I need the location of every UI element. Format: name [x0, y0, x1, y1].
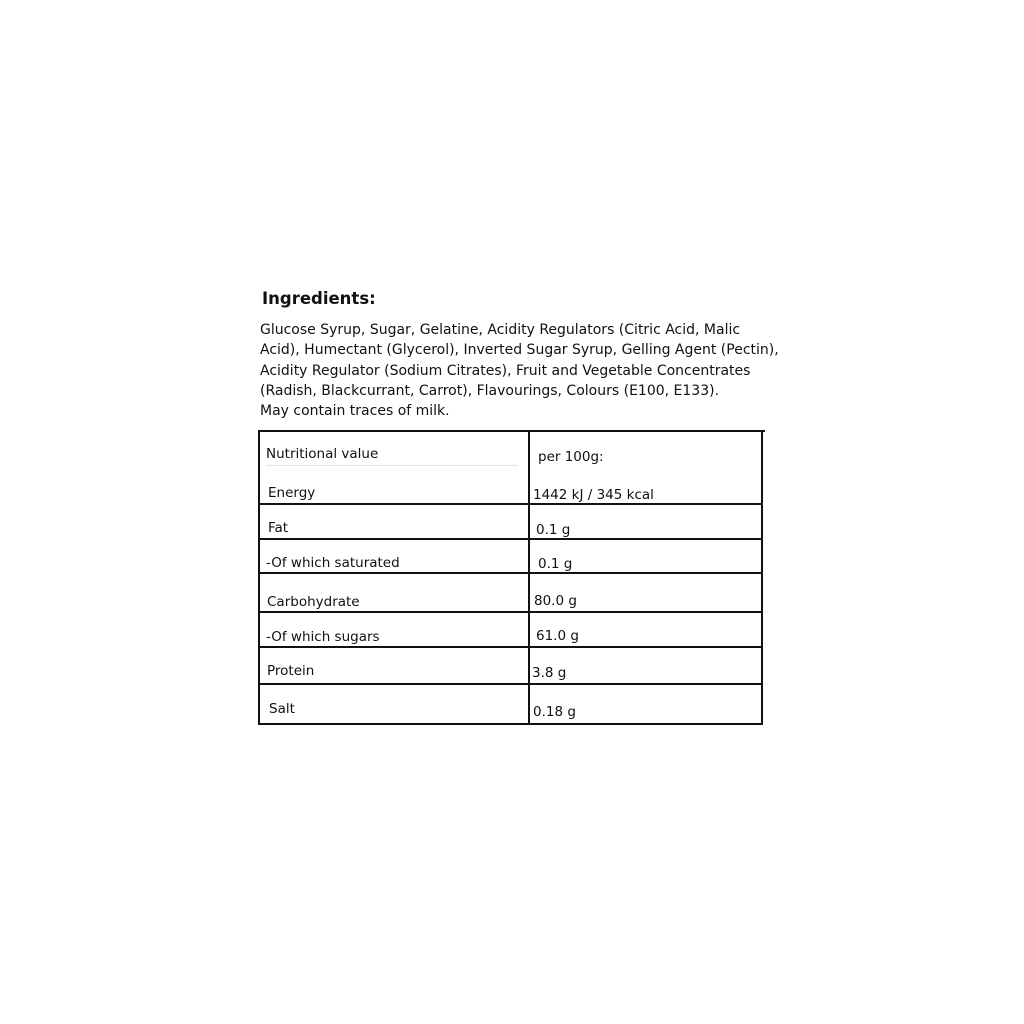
row-label-saturated: -Of which saturated — [266, 555, 400, 571]
row-divider — [260, 503, 761, 505]
header-label: Nutritional value — [266, 446, 379, 462]
row-label-salt: Salt — [269, 701, 295, 717]
row-value-sugars: 61.0 g — [536, 628, 579, 644]
nutrition-table — [258, 431, 763, 725]
column-divider — [528, 431, 530, 723]
row-value-salt: 0.18 g — [533, 704, 576, 720]
header-value: per 100g: — [538, 449, 604, 465]
allergen-note: May contain traces of milk. — [260, 403, 450, 420]
row-value-fat: 0.1 g — [536, 522, 571, 538]
row-divider — [260, 646, 761, 648]
row-value-carbohydrate: 80.0 g — [534, 593, 577, 609]
row-label-protein: Protein — [267, 663, 315, 679]
row-value-energy: 1442 kJ / 345 kcal — [533, 487, 654, 503]
ingredients-heading: Ingredients: — [262, 289, 376, 308]
row-value-protein: 3.8 g — [532, 665, 567, 681]
ingredients-text-block — [260, 320, 780, 421]
header-underline — [266, 465, 518, 466]
row-label-fat: Fat — [268, 520, 289, 536]
row-label-carbohydrate: Carbohydrate — [267, 594, 360, 610]
row-label-sugars: -Of which sugars — [266, 629, 380, 645]
ingredients-list: Glucose Syrup, Sugar, Gelatine, Acidity Regulators (Citric Acid, Malic Acid), Humectant (Glycerol), Inverted Sugar Syrup, Gelling Agent (Pectin), Acidity Regulator (Sodium Citrates), Fruit and Vegetable Concentrates (Radish, Blackcurrant, Carrot), Flavourings, Colours (E100, E133). — [260, 322, 779, 399]
row-divider — [260, 538, 761, 540]
row-divider — [260, 572, 761, 574]
row-divider — [260, 683, 761, 685]
row-label-energy: Energy — [268, 485, 316, 501]
row-value-saturated: 0.1 g — [538, 556, 573, 572]
row-divider — [260, 611, 761, 613]
